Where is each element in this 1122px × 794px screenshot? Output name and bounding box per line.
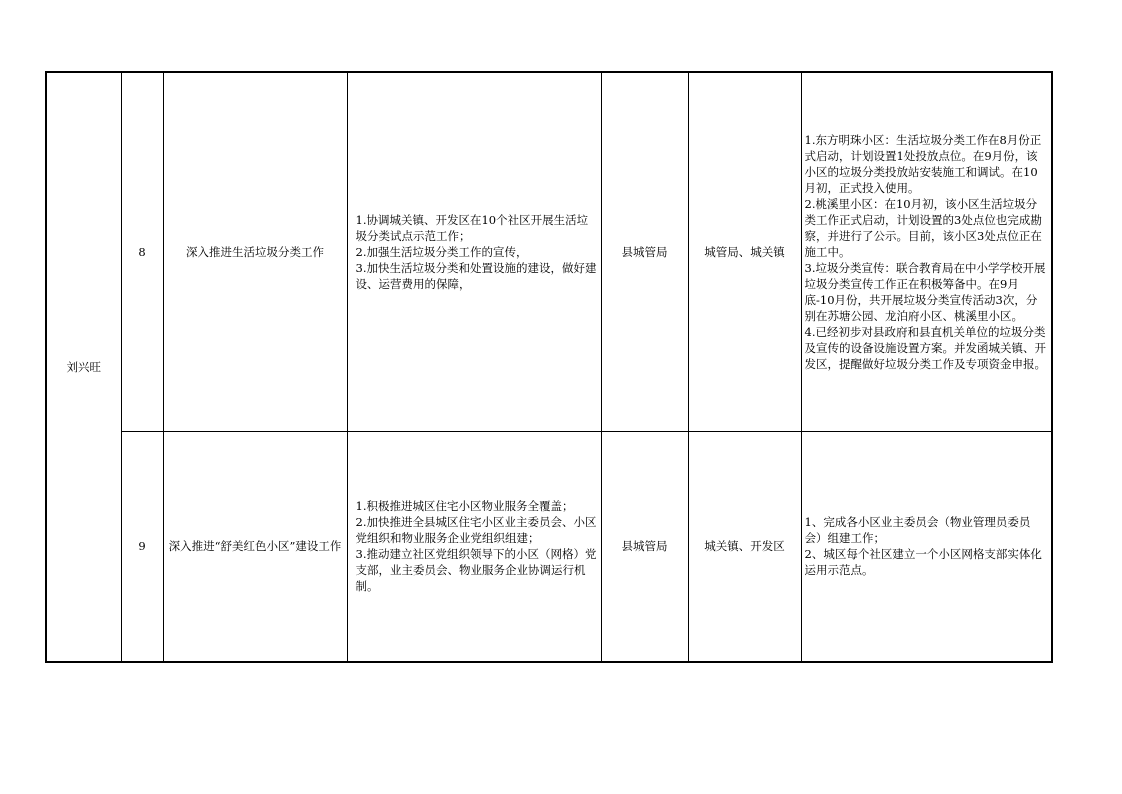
table-row xyxy=(46,431,1052,662)
lead-unit: 县城管局 xyxy=(621,539,668,554)
measures-cell xyxy=(347,72,601,431)
row-number: 8 xyxy=(138,244,146,259)
task-cell xyxy=(163,72,347,431)
lead-unit: 县城管局 xyxy=(621,244,668,259)
task-title: 深入推进“舒美红色小区”建设工作 xyxy=(168,539,342,554)
task-title: 深入推进生活垃圾分类工作 xyxy=(186,244,324,259)
measure-item: 1.积极推进城区住宅小区物业服务全覆盖； xyxy=(355,499,574,514)
task-cell xyxy=(163,431,347,662)
progress-cell xyxy=(801,72,1052,431)
responsible-person: 刘兴旺 xyxy=(66,360,101,374)
measure-item: 3.推动建立社区党组织领导下的小区（网格）党支部，业主委员会、物业服务企业协调运行机制。 xyxy=(355,547,597,594)
lead-unit-cell xyxy=(601,431,688,662)
row-number: 9 xyxy=(138,539,146,554)
row-number-cell xyxy=(121,72,163,431)
measure-item: 1.协调城关镇、开发区在10个社区开展生活垃圾分类试点示范工作； xyxy=(355,212,589,243)
progress-item: 4.已经初步对县政府和县直机关单位的垃圾分类及宣传的设备设施设置方案。并发函城关镇、开发区，提醒做好垃圾分类工作及专项资金申报。 xyxy=(804,324,1046,371)
coop-units-cell xyxy=(688,431,801,662)
responsible-person-cell xyxy=(46,72,121,662)
progress-item: 1.东方明珠小区：生活垃圾分类工作在8月份正式启动，计划设置1处投放点位。在9月份，该小区的垃圾分类投放站安装施工和调试。在10月初，正式投入使用。 xyxy=(804,132,1042,195)
progress-item: 2.桃溪里小区：在10月初，该小区生活垃圾分类工作正式启动，计划设置的3处点位也完成勘察，并进行了公示。目前，该小区3处点位正在施工中。 xyxy=(804,196,1042,259)
table-row xyxy=(46,72,1052,431)
measure-item: 2.加强生活垃圾分类工作的宣传， xyxy=(355,244,528,259)
progress-item: 2、城区每个社区建立一个小区网格支部实体化运用示范点。 xyxy=(804,547,1042,578)
progress-item: 1、完成各小区业主委员会（物业管理员委员会）组建工作； xyxy=(804,515,1031,546)
measures-cell xyxy=(347,431,601,662)
lead-unit-cell xyxy=(601,72,688,431)
coop-units: 城管局、城关镇 xyxy=(704,244,785,259)
coop-units-cell xyxy=(688,72,801,431)
progress-item: 3.垃圾分类宣传：联合教育局在中小学学校开展垃圾分类宣传工作正在积极筹备中。在9月底-10月份，共开展垃圾分类宣传活动3次，分别在苏塘公园、龙泊府小区、桃溪里小区。 xyxy=(804,260,1046,323)
coop-units: 城关镇、开发区 xyxy=(704,539,785,554)
measure-item: 3.加快生活垃圾分类和处置设施的建设，做好建设、运营费用的保障， xyxy=(355,260,597,291)
row-number-cell xyxy=(121,431,163,662)
progress-cell xyxy=(801,431,1052,662)
work-table xyxy=(45,71,1053,663)
measure-item: 2.加快推进全县城区住宅小区业主委员会、小区党组织和物业服务企业党组织组建； xyxy=(355,515,597,546)
